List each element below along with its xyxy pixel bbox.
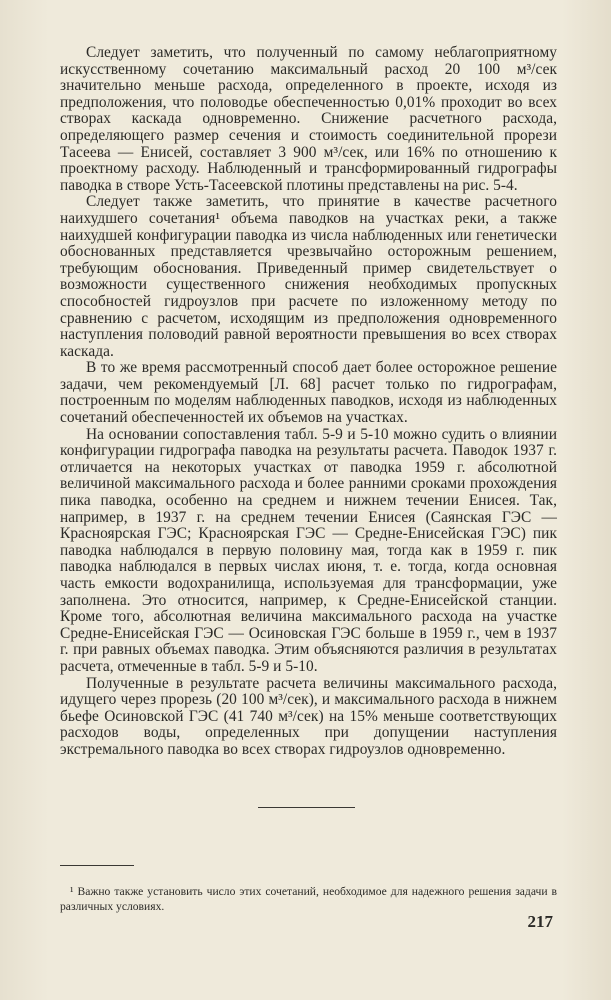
paragraph-4: На основании сопоставления табл. 5-9 и 5-10 можно судить о влиянии конфигурации гидрографа паводка на результаты расчета. Паводок 1937 г. отличается на некоторых участках от паводка 1959 г. абсолютной величиной максимального расхода и более ранними сроками прохождения пика паводка, особенно на среднем и нижнем течении Енисея. Так, например, в 1937 г. на среднем течении Енисея (Саянская ГЭС — Красноярская ГЭС; Красноярская ГЭС — Средне-Енисейская ГЭС) пик паводка наблюдался в первую половину мая, тогда как в 1959 г. пик паводка наблюдался в первых числах июня, т. е. тогда, когда основная часть емкости водохранилища, используемая для трансформации, уже заполнена. Это относится, например, к Средне-Енисейской станции. Кроме того, абсолютная величина максимального расхода на участке Средне-Енисейская ГЭС — Осиновская ГЭС больше в 1959 г., чем в 1937 г. при равных объемах паводка. Этим объясняются различия в результатах расчета, отмеченные в табл. 5-9 и 5-10. xyxy=(60,425,557,675)
paragraph-1: Следует заметить, что полученный по самому неблагоприятному искусственному сочетанию максимальный расход 20 100 м³/сек значительно меньше расхода, определенного в проекте, исходя из предположения, что половодье обеспеченностью 0,01% проходит во всех створах каскада одновременно. Снижение расчетного расхода, определяющего размер сечения и стоимость соединительной прорези Тасеева — Енисей, составляет 3 900 м³/сек, или 16% по отношению к проектному расходу. Наблюденный и трансформированный гидрографы паводка в створе Усть-Тасеевской плотины представлены на рис. 5-4. xyxy=(60,44,557,194)
page-number: 217 xyxy=(527,912,553,931)
section-end-rule xyxy=(258,807,355,808)
body-text xyxy=(60,45,557,759)
footnote-separator xyxy=(60,865,134,866)
paragraph-5: Полученные в результате расчета величины максимального расхода, идущего через прорезь (20 100 м³/сек), и максимального расхода в нижнем бьефе Осиновской ГЭС (41 740 м³/сек) на 15% меньше соответствующих расходов воды, определенных при допущении наступления экстремального паводка во всех створах гидроузлов одновременно. xyxy=(60,674,557,758)
footnote: ¹ Важно также установить число этих сочетаний, необходимое для надежного решения задачи в различных условиях. xyxy=(60,885,557,913)
paragraph-2: Следует также заметить, что принятие в качестве расчетного наихудшего сочетания¹ объема паводков на участках реки, а также наихудшей конфигурации паводка из числа наблюденных или генетически обоснованных представляется чрезвычайно осторожным решением, требующим обоснования. Приведенный пример свидетельствует о возможности существенного снижения необходимых пропускных способностей гидроузлов при расчете по изложенному методу по сравнению с расчетом, исходящим из предположения одновременного наступления половодий равной вероятности превышения во всех створах каскада. xyxy=(60,193,557,360)
paragraph-3: В то же время рассмотренный способ дает более осторожное решение задачи, чем рекомендуемый [Л. 68] расчет только по гидрографам, построенным по моделям наблюденных паводков, исходя из наблюденных сочетаний обеспеченностей их объемов на участках. xyxy=(60,359,557,427)
